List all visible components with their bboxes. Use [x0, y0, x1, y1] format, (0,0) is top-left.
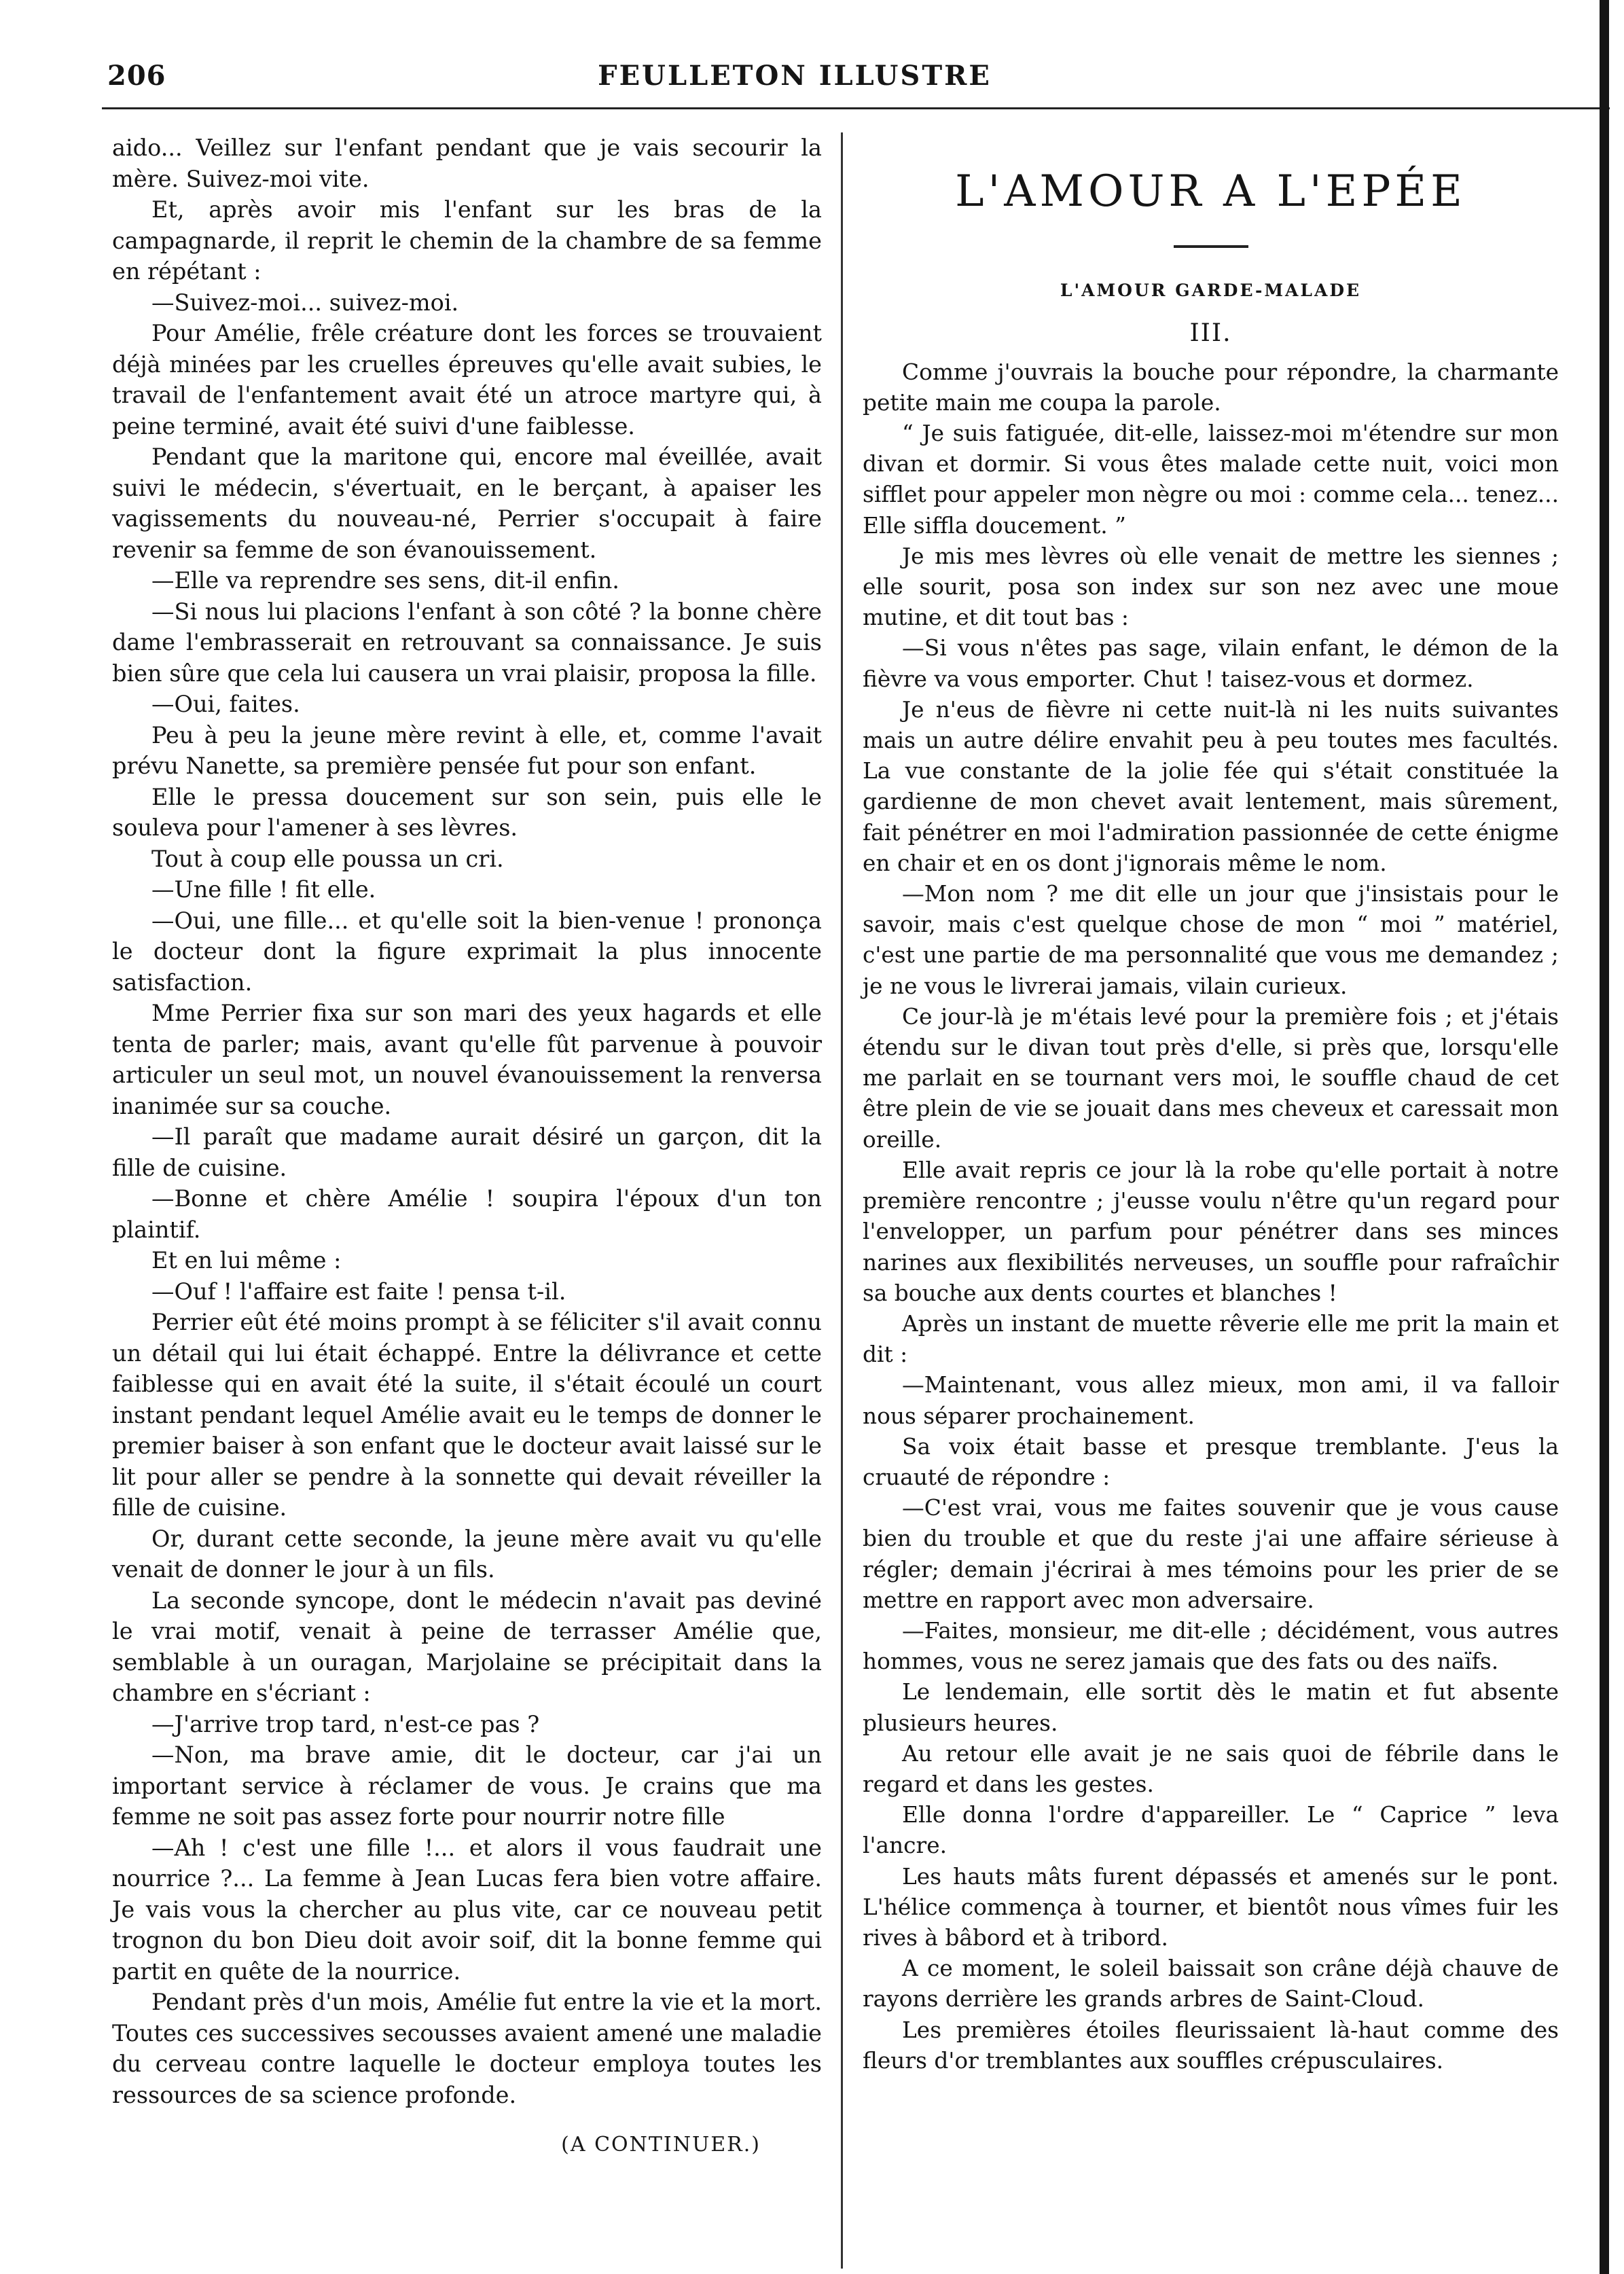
paragraph: Elle donna l'ordre d'appareiller. Le “ Caprice ” leva l'ancre.	[863, 1802, 1559, 1859]
paragraph: —Si vous n'êtes pas sage, vilain enfant, le démon de la fièvre va vous emporter. Chut ! taisez-vous et dormez.	[863, 635, 1559, 692]
paragraph: Elle avait repris ce jour là la robe qu'elle portait à notre première rencontre ; j'eusse voulu n'être qu'un regard pour l'envelopper, un parfum pour pénétrer dans ses minces narines aux flexibilités nerveuses, un souffle pour rafraîchir sa bouche aux dents courtes et blanches !	[863, 1157, 1559, 1306]
paragraph: Les premières étoiles fleurissaient là-haut comme des fleurs d'or tremblantes aux souffles crépusculaires.	[863, 2017, 1559, 2074]
paragraph: Elle le pressa doucement sur son sein, puis elle le souleva pour l'amener à ses lèvres.	[112, 783, 822, 841]
paragraph: Or, durant cette seconde, la jeune mère avait vu qu'elle venait de donner le jour à un fils.	[112, 1525, 822, 1583]
page-number: 206	[107, 60, 166, 92]
paragraph: Et, après avoir mis l'enfant sur les bras de la campagnarde, il reprit le chemin de la chambre de sa femme en répétant :	[112, 196, 822, 285]
paragraph: —Une fille ! fit elle.	[151, 876, 376, 903]
paragraph: Pendant près d'un mois, Amélie fut entre la vie et la mort. Toutes ces successives secousses avaient amené une maladie du cerveau contre laquelle le docteur employa toutes les ressources de sa science profonde.	[112, 1989, 822, 2108]
paragraph: La seconde syncope, dont le médecin n'avait pas deviné le vrai motif, venait à peine de terrasser Amélie que, semblable à un ouragan, Marjolaine se précipitait dans la chambre en s'écriant :	[112, 1587, 822, 1706]
paragraph: Au retour elle avait je ne sais quoi de fébrile dans le regard et dans les gestes.	[863, 1740, 1559, 1797]
paragraph: Tout à coup elle poussa un cri.	[151, 845, 504, 872]
paragraph: aido... Veillez sur l'enfant pendant que je vais secourir la mère. Suivez-moi vite.	[112, 134, 822, 192]
paragraph: —J'arrive trop tard, n'est-ce pas ?	[151, 1710, 540, 1737]
paragraph: —Il paraît que madame aurait désiré un garçon, dit la fille de cuisine.	[112, 1123, 822, 1181]
paragraph: —Oui, une fille... et qu'elle soit la bien-venue ! prononça le docteur dont la figure exprimait la plus innocente satisfaction.	[112, 907, 822, 996]
paragraph: Peu à peu la jeune mère revint à elle, et, comme l'avait prévu Nanette, sa première pensée fut pour son enfant.	[112, 721, 822, 779]
paragraph: Sa voix était basse et presque tremblante. J'eus la cruauté de répondre :	[863, 1433, 1559, 1490]
paragraph: —C'est vrai, vous me faites souvenir que je vous cause bien du trouble et que du reste j'ai une affaire sérieuse à régler; demain j'écrirai à mes témoins pour les prier de se mettre en rapport avec mon adversaire.	[863, 1495, 1559, 1613]
paragraph: —Oui, faites.	[151, 691, 300, 717]
paragraph: —Ah ! c'est une fille !... et alors il vous faudrait une nourrice ?... La femme à Jean Lucas fera bien votre affaire. Je vais vous la chercher au plus vite, car ce nouveau petit trognon du bon Dieu doit avoir soif, dit la bonne femme qui partit en quête de la nourrice.	[112, 1834, 822, 1985]
paragraph: —Maintenant, vous allez mieux, mon ami, il va falloir nous séparer prochainement.	[863, 1372, 1559, 1429]
paragraph: Et en lui même :	[151, 1247, 342, 1274]
page-edge-border	[1600, 0, 1609, 2274]
paragraph: —Faites, monsieur, me dit-elle ; décidément, vous autres hommes, vous ne serez jamais que des fats ou des naïfs.	[863, 1617, 1559, 1675]
paragraph: Les hauts mâts furent dépassés et amenés sur le pont. L'hélice commença à tourner, et bientôt nous vîmes fuir les rives à bâbord et à tribord.	[863, 1863, 1559, 1951]
left-column	[112, 132, 822, 2161]
title-rule	[1174, 245, 1248, 248]
paragraph: Le lendemain, elle sortit dès le matin et fut absente plusieurs heures.	[863, 1679, 1559, 1736]
story-title: L'AMOUR A L'EPÉE	[955, 166, 1466, 217]
running-title: FEULLETON ILLUSTRE	[598, 60, 992, 92]
chapter-number: III.	[1189, 319, 1232, 348]
continuation-note: (A CONTINUER.)	[561, 2133, 761, 2156]
paragraph: Après un instant de muette rêverie elle me prit la main et dit :	[863, 1310, 1559, 1368]
paragraph: Mme Perrier fixa sur son mari des yeux hagards et elle tenta de parler; mais, avant qu'elle fût parvenue à pouvoir articuler un seul mot, un nouvel évanouissement la renversa inanimée sur sa couche.	[112, 1000, 822, 1119]
paragraph: —Non, ma brave amie, dit le docteur, car j'ai un important service à réclamer de vous. Je crains que ma femme ne soit pas assez forte pour nourrir notre fille	[112, 1741, 822, 1830]
paragraph: —Bonne et chère Amélie ! soupira l'époux d'un ton plaintif.	[112, 1185, 822, 1243]
paragraph: A ce moment, le soleil baissait son crâne déjà chauve de rayons derrière les grands arbres de Saint-Cloud.	[863, 1955, 1559, 2013]
paragraph: “ Je suis fatiguée, dit-elle, laissez-moi m'étendre sur mon divan et dormir. Si vous êtes malade cette nuit, voici mon sifflet pour appeler mon nègre ou moi : comme cela... tenez... Elle siffla doucement. ”	[863, 420, 1559, 539]
paragraph: —Ouf ! l'affaire est faite ! pensa t-il.	[151, 1278, 566, 1305]
column-divider	[841, 132, 843, 2269]
paragraph: —Mon nom ? me dit elle un jour que j'insistais pour le savoir, mais c'est quelque chose de mon “ moi ” matériel, c'est une partie de ma personnalité que vous me demandez ; je ne vous le livrerai jamais, vilain curieux.	[863, 881, 1559, 999]
paragraph: Comme j'ouvrais la bouche pour répondre, la charmante petite main me coupa la parole.	[863, 359, 1559, 416]
header-rule	[102, 107, 1610, 109]
paragraph: Ce jour-là je m'étais levé pour la première fois ; et j'étais étendu sur le divan tout près d'elle, si près que, lorsqu'elle me parlait en se tournant vers moi, le souffle chaud de cet être plein de vie se jouait dans mes cheveux et caressait mon oreille.	[863, 1003, 1559, 1153]
paragraph: Je n'eus de fièvre ni cette nuit-là ni les nuits suivantes mais un autre délire envahit peu à peu toutes mes facultés. La vue constante de la jolie fée qui s'était constituée la gardienne de mon chevet avait lentement, mais sûrement, fait pénétrer en moi l'admiration passionnée de cette énigme en chair et en os dont j'ignorais même le nom.	[863, 696, 1559, 876]
paragraph: —Suivez-moi... suivez-moi.	[151, 289, 459, 316]
section-title: L'AMOUR GARDE-MALADE	[1060, 281, 1362, 301]
paragraph: Pour Amélie, frêle créature dont les forces se trouvaient déjà minées par les cruelles épreuves qu'elle avait subies, le travail de l'enfantement avait été un atroce martyre qui, à peine terminé, avait été suivi d'une faiblesse.	[112, 320, 822, 439]
page-header	[102, 60, 1487, 101]
paragraph: Je mis mes lèvres où elle venait de mettre les siennes ; elle sourit, posa son index sur son nez avec une moue mutine, et dit tout bas :	[863, 543, 1559, 631]
paragraph: —Elle va reprendre ses sens, dit-il enfin.	[151, 567, 619, 594]
right-column	[863, 156, 1559, 2076]
paragraph: —Si nous lui placions l'enfant à son côté ? la bonne chère dame l'embrasserait en retrouvant sa connaissance. Je suis bien sûre que cela lui causera un vrai plaisir, proposa la fille.	[112, 598, 822, 687]
paragraph: Perrier eût été moins prompt à se féliciter s'il avait connu un détail qui lui était échappé. Entre la délivrance et cette faiblesse qui en avait été la suite, il s'était écoulé un court instant pendant lequel Amélie avait eu le temps de donner le premier baiser à son enfant que le docteur avait laissé sur le lit pour aller se pendre à la sonnette qui devait réveiller la fille de cuisine.	[112, 1309, 822, 1521]
paragraph: Pendant que la maritone qui, encore mal éveillée, avait suivi le médecin, s'évertuait, en le berçant, à apaiser les vagissements du nouveau-né, Perrier s'occupait à faire revenir sa femme de son évanouissement.	[112, 444, 822, 563]
